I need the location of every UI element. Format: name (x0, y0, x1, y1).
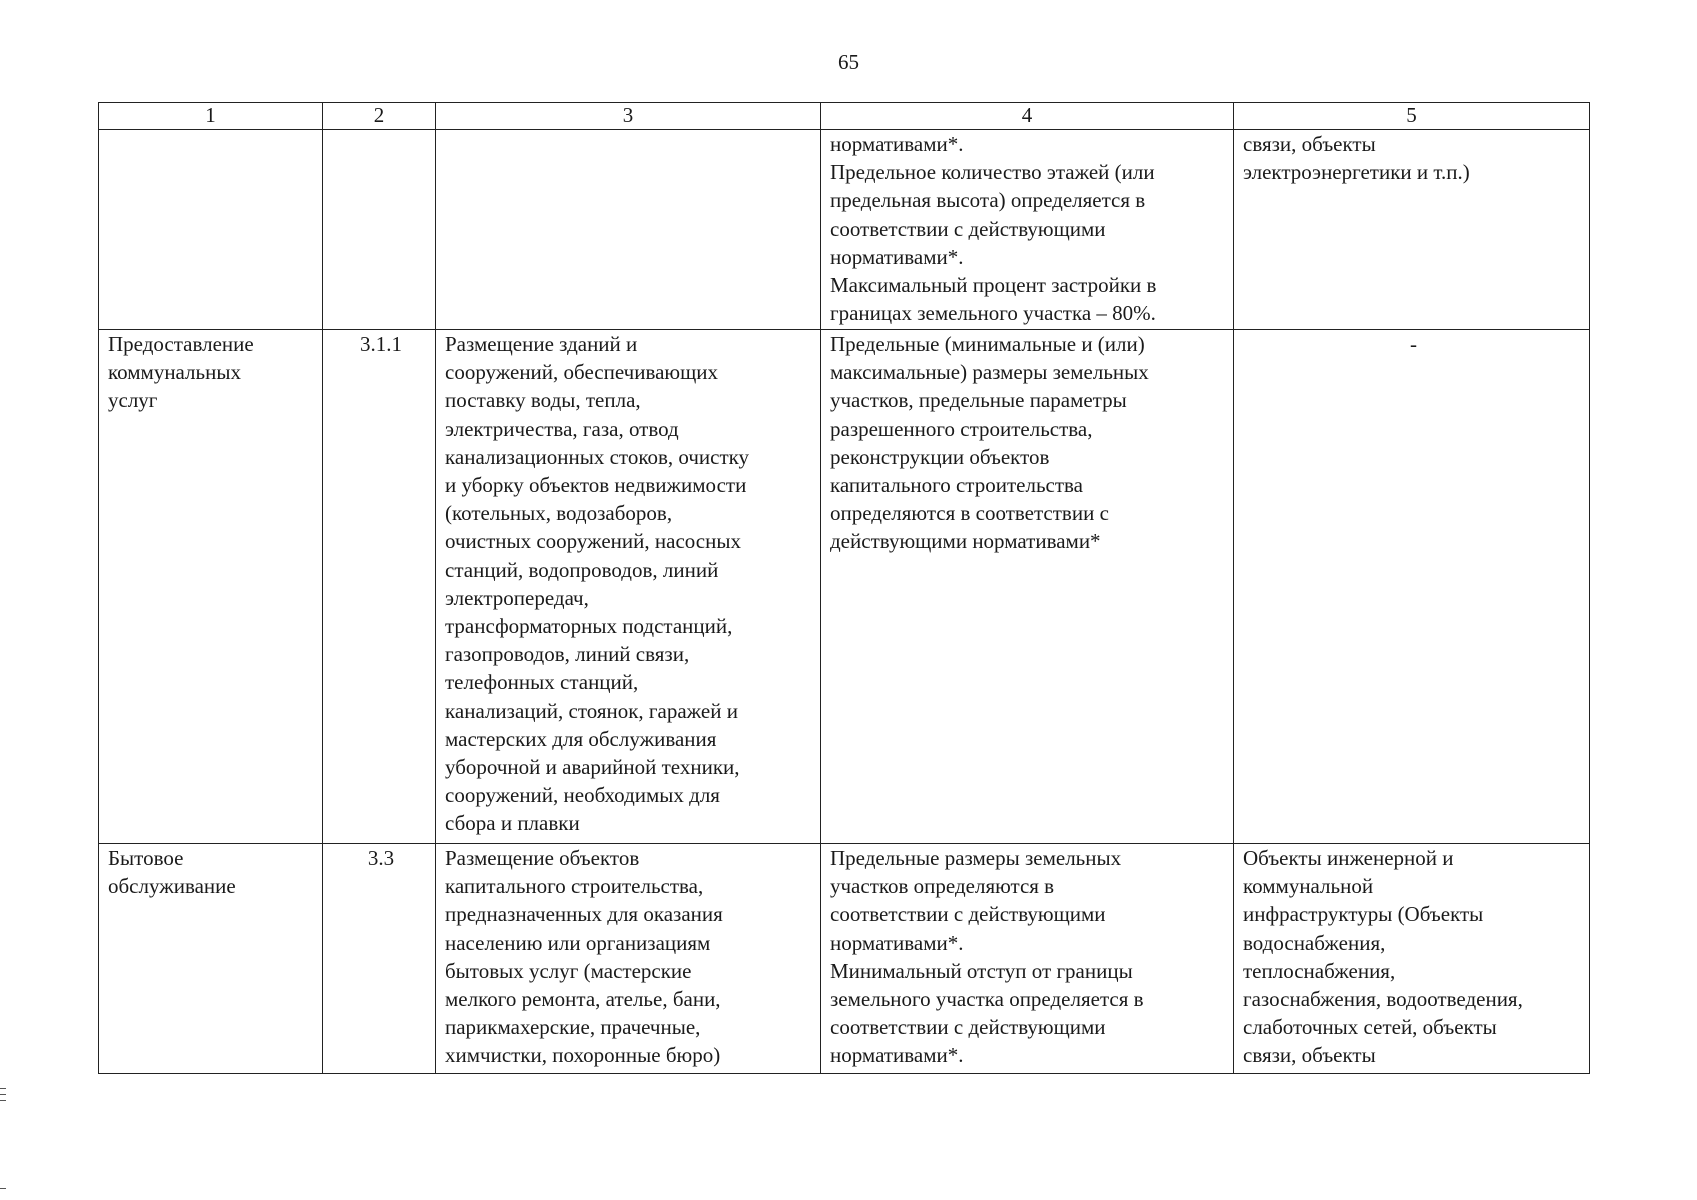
construction-parameters: Предельные (минимальные и (или) максимальные) размеры земельных участков, предельные параметры разрешенного строительства, реконструкции объектов капитального строительства определяются в соответствии с действующими нормативами* (821, 330, 1234, 844)
column-header: 5 (1234, 103, 1590, 130)
table-row (99, 844, 1590, 1074)
construction-parameters: Предельные размеры земельных участков определяются в соответствии с действующими нормативами*. Минимальный отступ от границы земельного участка определяется в соответствии с действующими нормативами*. (821, 844, 1234, 1074)
page-number: 65 (838, 50, 859, 74)
column-header: 4 (821, 103, 1234, 130)
land-use-table (98, 102, 1590, 1074)
use-type-name: Предоставление коммунальных услуг (99, 330, 323, 844)
table-row (99, 130, 1590, 330)
use-type-description: Размещение объектов капитального строительства, предназначенных для оказания населению или организациям бытовых услуг (мастерские мелкого ремонта, ателье, бани, парикмахерские, прачечные, химчистки, похоронные бюро) (436, 844, 821, 1074)
column-header: 1 (99, 103, 323, 130)
table-header-row (99, 103, 1590, 130)
use-type-code: 3.1.1 (323, 330, 436, 844)
permitted-objects: Объекты инженерной и коммунальной инфраструктуры (Объекты водоснабжения, теплоснабжения, газоснабжения, водоотведения, слаботочных сетей, объекты связи, объекты (1234, 844, 1590, 1074)
use-type-name (99, 130, 323, 330)
scan-edge-mark (0, 1094, 6, 1095)
use-type-code: 3.3 (323, 844, 436, 1074)
use-type-name: Бытовое обслуживание (99, 844, 323, 1074)
use-type-code (323, 130, 436, 330)
use-type-description: Размещение зданий и сооружений, обеспечивающих поставку воды, тепла, электричества, газа, отвод канализационных стоков, очистку и уборку объектов недвижимости (котельных, водозаборов, очистных сооружений, насосных станций, водопроводов, линий электропередач, трансформаторных подстанций, газопроводов, линий связи, телефонных станций, канализаций, стоянок, гаражей и мастерских для обслуживания уборочной и аварийной техники, сооружений, необходимых для сбора и плавки (436, 330, 821, 844)
scan-edge-mark (0, 1100, 6, 1101)
column-header: 3 (436, 103, 821, 130)
column-header: 2 (323, 103, 436, 130)
use-type-description (436, 130, 821, 330)
scan-edge-mark (0, 1088, 6, 1089)
scan-edge-mark (0, 1188, 6, 1189)
construction-parameters: нормативами*. Предельное количество этажей (или предельная высота) определяется в соответствии с действующими нормативами*. Максимальный процент застройки в границах земельного участка – 80%. (821, 130, 1234, 330)
table-row (99, 330, 1590, 844)
permitted-objects: - (1234, 330, 1590, 844)
permitted-objects: связи, объекты электроэнергетики и т.п.) (1234, 130, 1590, 330)
